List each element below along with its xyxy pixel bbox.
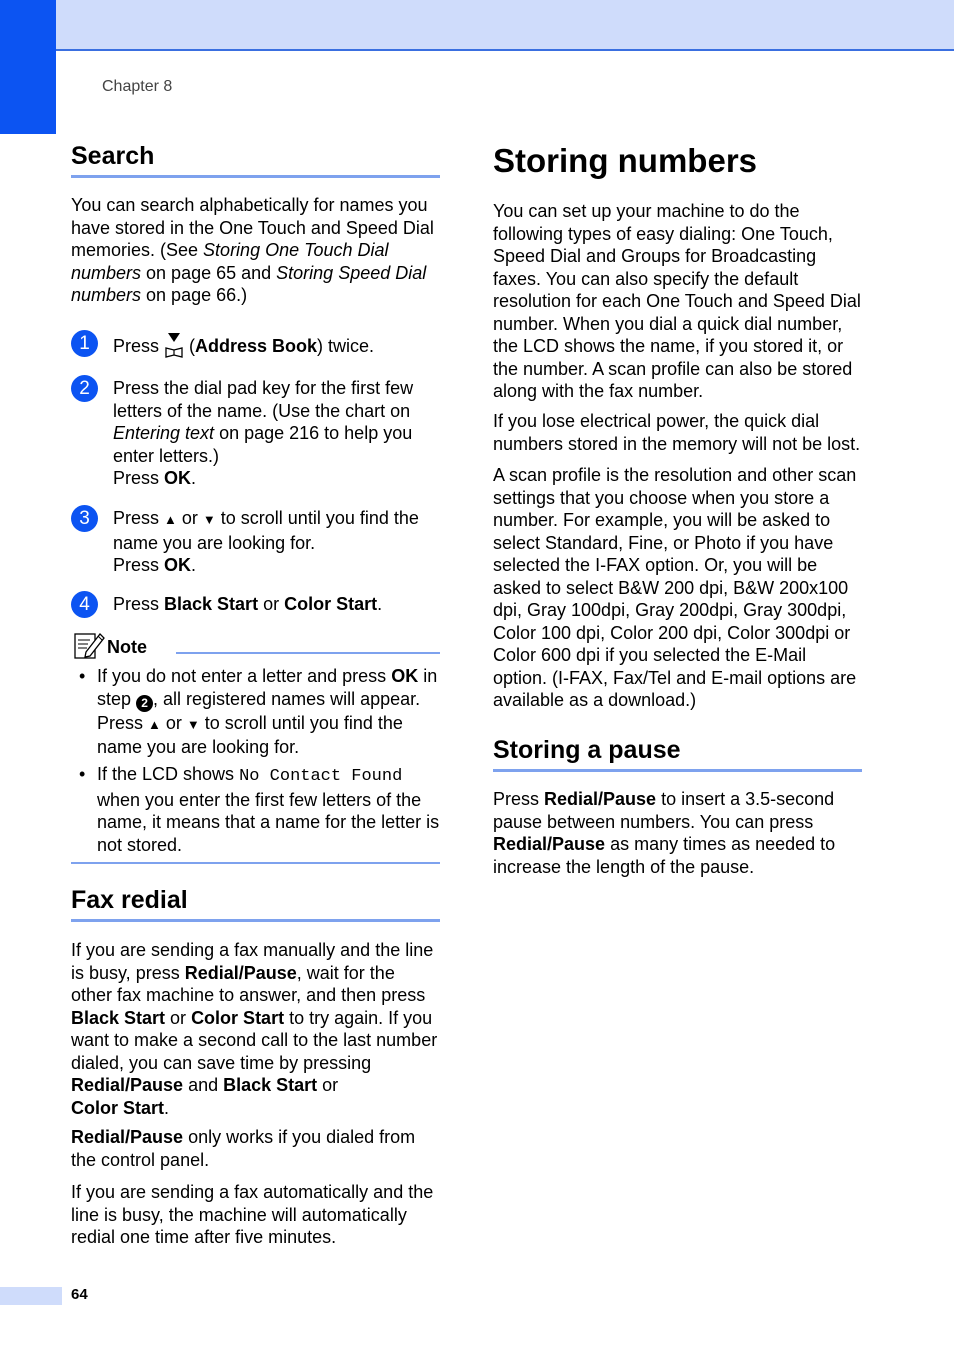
xref-speed-dial: Storing Speed Dial numbers [71, 262, 427, 305]
storing-numbers-paragraph-3: A scan profile is the resolution and other scan settings that you choose when you store a number. For example, you will be asked to select Standard, Fine, or Photo if you have selected the I-FAX option. Or, you will be asked to select B&W 200 dpi, B&W 200x100 dpi, Gray 100dpi, Gray 200dpi, Gray 300dpi, Color 100 dpi, Color 200 dpi, Color 300dpi or Color 600 dpi if you selected the E-Mail option. (I-FAX, Fax/Tel and E-mail options are available as a download.) [493, 465, 857, 710]
note-rule [176, 652, 440, 654]
text-part: Press [493, 789, 545, 809]
step-text [113, 332, 440, 358]
step-text-part: . [377, 594, 383, 614]
step-4 [71, 591, 440, 621]
intro-text: on page 65 and [141, 262, 277, 283]
step-text [113, 593, 440, 616]
key-black-start: Black Start [223, 1075, 318, 1095]
key-redial-pause: Redial/Pause [184, 962, 297, 983]
note-pencil-icon [73, 630, 103, 658]
key-redial-pause: Redial/Pause [544, 789, 657, 809]
key-address-book: Address Book [195, 336, 318, 356]
step-text-part: to scroll until you find the name you are looking for. [113, 508, 419, 553]
page-number: 64 [71, 1286, 88, 1303]
search-intro [71, 194, 440, 307]
key-black-start: Black Start [164, 594, 259, 614]
key-redial-pause: Redial/Pause [71, 1075, 184, 1095]
bullet-dot: • [79, 666, 86, 686]
text-part: or [165, 1007, 192, 1028]
bullet-text-part: to scroll until you find the name you are looking for. [97, 712, 403, 757]
key-color-start: Color Start [71, 1097, 165, 1118]
chapter-tab [0, 0, 56, 134]
storing-pause-section [493, 735, 862, 772]
storing-pause-heading: Storing a pause [493, 735, 862, 772]
note-bullet-2 [71, 763, 440, 855]
search-section [71, 141, 440, 178]
fax-redial-paragraph-1 [71, 939, 440, 1119]
step-text-part: . [191, 555, 197, 575]
fax-redial-paragraph-3: If you are sending a fax automatically and the line is busy, the machine will automatically redial one time after five minutes. [71, 1182, 434, 1247]
bullet-text-part: in step [97, 666, 438, 709]
note-header [71, 630, 440, 660]
down-arrow-icon: ▼ [186, 716, 200, 732]
fax-redial-paragraph-2 [71, 1126, 440, 1171]
bullet-text-part: If the LCD shows [97, 764, 240, 784]
text-part: If you are sending a fax manually and the line is busy, press [71, 940, 434, 983]
step-ref-badge: 2 [136, 695, 153, 712]
bullet-text-part: when you enter the first few letters of the name, it means that a name for the letter is not stored. [97, 789, 440, 855]
down-arrow-icon: ▼ [202, 512, 216, 527]
xref-entering-text: Entering text [113, 423, 215, 443]
text-part: , wait for the other fax machine to answer, and then press [71, 962, 426, 1005]
text-part: or [317, 1075, 339, 1095]
step-text-part: Press the dial pad key for the first few letters of the name. (Use the chart on [113, 378, 414, 421]
step-text-part: Press [113, 508, 165, 528]
address-book-icon [164, 332, 184, 356]
step-text [113, 377, 440, 490]
key-ok: OK [391, 666, 419, 686]
step-text-part: or [258, 594, 285, 614]
storing-numbers-paragraph-2: If you lose electrical power, the quick dial numbers stored in the memory will not be lost. [493, 411, 861, 454]
key-redial-pause: Redial/Pause [493, 834, 606, 854]
storing-numbers-heading: Storing numbers [493, 142, 758, 179]
key-black-start: Black Start [71, 1007, 166, 1028]
step-text-part: or [176, 508, 203, 528]
step-number: 1 [71, 330, 98, 357]
chapter-label: Chapter 8 [102, 78, 173, 95]
key-color-start: Color Start [191, 1007, 285, 1028]
step-text-part: Press [113, 555, 165, 575]
bullet-text-part: or [160, 712, 187, 733]
intro-text: on page 66.) [141, 285, 248, 305]
note-bullet-1 [71, 665, 440, 757]
fax-redial-section [71, 885, 440, 922]
storing-numbers-paragraph-1: You can set up your machine to do the following types of easy dialing: One Touch, Speed Dial and Groups for Broadcasting faxes. You can also specify the default resolution for each One Touch and Speed Dial number. When you dial a quick dial number, the LCD shows the name, if you stored it, or the number. A scan profile can also be stored along with the fax number. [493, 201, 861, 401]
storing-pause-paragraph [493, 788, 862, 878]
xref-one-touch: Storing One Touch Dial numbers [71, 240, 389, 283]
step-1 [71, 330, 440, 360]
key-color-start: Color Start [284, 594, 378, 614]
note-title: Note [107, 637, 147, 657]
lcd-message: No Contact Found [239, 767, 403, 786]
text-part: to try again. If you want to make a second call to the last number dialed, you can save time by pressing [71, 1007, 438, 1073]
note-bottom-rule [71, 862, 440, 864]
step-text-part: Press [113, 594, 165, 614]
text-part: . [164, 1097, 170, 1118]
bullet-text-part: , all registered names will appear. Press [97, 688, 421, 733]
step-number: 4 [71, 591, 98, 618]
bullet-text [97, 665, 440, 759]
step-2 [71, 375, 440, 490]
step-text-part: . [191, 468, 197, 488]
fax-redial-heading: Fax redial [71, 885, 440, 922]
step-text-part: Press [113, 468, 165, 488]
bullet-text [97, 763, 440, 856]
step-text-part: Press [113, 336, 165, 356]
key-redial-pause: Redial/Pause [71, 1127, 184, 1147]
intro-text: You can search alphabetically for names you have stored in the One Touch and Speed Dial memories. (See [71, 195, 434, 260]
text-part: only works if you dialed from the control panel. [71, 1127, 416, 1170]
page-number-band [0, 1287, 62, 1305]
step-text-part: ( [184, 336, 196, 356]
step-text-part: on page 216 to help you enter letters.) [113, 423, 413, 466]
step-number: 2 [71, 375, 98, 402]
step-number: 3 [71, 505, 98, 532]
step-text [113, 507, 440, 577]
step-text-part: ) twice. [317, 336, 375, 356]
text-part: and [183, 1075, 224, 1095]
text-part: to insert a 3.5-second pause between numbers. You can press [493, 789, 835, 832]
up-arrow-icon: ▲ [148, 716, 161, 732]
up-arrow-icon: ▲ [164, 512, 177, 527]
key-ok: OK [164, 555, 192, 575]
step-3 [71, 505, 440, 575]
key-ok: OK [164, 468, 192, 488]
text-part: as many times as needed to increase the length of the pause. [493, 834, 836, 877]
bullet-text-part: If you do not enter a letter and press [97, 666, 392, 686]
search-heading: Search [71, 141, 440, 178]
bullet-dot: • [79, 764, 86, 784]
header-band [0, 0, 954, 51]
